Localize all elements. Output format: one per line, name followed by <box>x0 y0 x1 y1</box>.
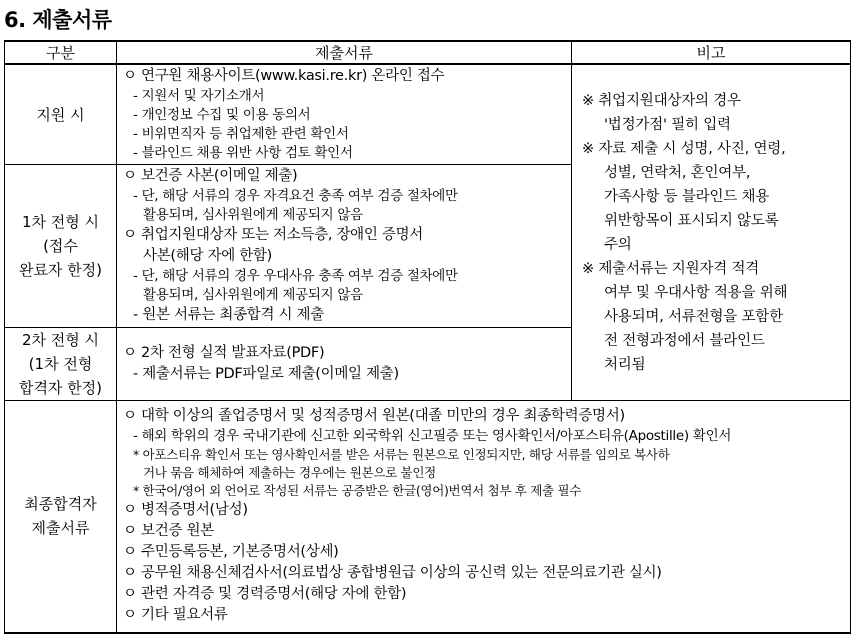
row-category <box>5 328 117 401</box>
list-item: - 단, 해당 서류의 경우 자격요건 충족 여부 검증 절차에만 <box>133 188 458 204</box>
documents-table <box>4 40 851 634</box>
list-item: - 단, 해당 서류의 경우 우대사유 충족 여부 검증 절차에만 <box>133 268 458 284</box>
category-label: (접수 <box>43 237 78 255</box>
header-documents: 제출서류 <box>117 41 572 64</box>
list-item: ㅇ 병적증명서(남성) <box>123 502 248 519</box>
remarks-cell <box>572 64 851 401</box>
list-item: ㅇ 공무원 채용신체검사서(의료법상 종합병원급 이상의 공신력 있는 전문의료기관 실시) <box>123 565 662 582</box>
list-item: ㅇ 취업지원대상자 또는 저소득층, 장애인 증명서 <box>123 227 423 243</box>
table-header-row <box>5 41 851 64</box>
row-category <box>5 165 117 328</box>
category-label: 완료자 한정) <box>18 261 103 279</box>
category-label: 제출서류 <box>31 519 90 538</box>
category-label: 합격자 한정) <box>18 379 103 397</box>
row-documents <box>117 64 572 165</box>
note-line: 가족사항 등 블라인드 채용 <box>604 188 770 205</box>
row-documents <box>117 165 572 328</box>
list-item: 거나 묶음 해체하여 제출하는 경우에는 원본으로 불인정 <box>143 465 436 481</box>
list-item: 활용되며, 심사위원에게 제공되지 않음 <box>143 207 363 223</box>
list-item: - 비위면직자 등 취업제한 관련 확인서 <box>133 126 349 142</box>
note-line: 사용되며, 서류전형을 포함한 <box>604 308 783 325</box>
list-item: - 해외 학위의 경우 국내기관에 신고한 외국학위 신고필증 또는 영사확인서/아포스티유(Apostille) 확인서 <box>133 428 732 445</box>
note-line: '법정가점' 필히 입력 <box>604 116 731 133</box>
category-label: 2차 전형 시 <box>21 331 100 349</box>
note-line: ※ 취업지원대상자의 경우 <box>582 92 741 109</box>
list-item: - 제출서류는 PDF파일로 제출(이메일 제출) <box>133 366 399 382</box>
category-label: (1차 전형 <box>28 355 93 373</box>
header-remarks: 비고 <box>572 41 851 64</box>
list-item: ㅇ 보건증 원본 <box>123 523 214 540</box>
row-category <box>5 64 117 165</box>
list-item: ㅇ 대학 이상의 졸업증명서 및 성적증명서 원본(대졸 미만의 경우 최종학력증명서) <box>123 408 625 425</box>
note-line: 처리됨 <box>604 356 646 373</box>
list-item: ㅇ 관련 자격증 및 경력증명서(해당 자에 한함) <box>123 586 407 603</box>
note-line: ※ 제출서류는 지원자격 적격 <box>582 260 760 277</box>
row-documents <box>117 328 572 401</box>
category-label: 최종합격자 <box>24 495 97 514</box>
list-item: - 블라인드 채용 위반 사항 검토 확인서 <box>133 145 353 161</box>
list-item: * 아포스티유 확인서 또는 영사확인서를 받은 서류는 원본으로 인정되지만, 해당 서류를 임의로 복사하 <box>133 447 670 463</box>
note-line: 여부 및 우대사항 적용을 위해 <box>604 284 788 301</box>
category-label: 지원 시 <box>36 105 85 124</box>
note-line: ※ 자료 제출 시 성명, 사진, 연령, <box>582 140 786 157</box>
note-line: 성별, 연락처, 혼인여부, <box>604 164 751 181</box>
note-line: 주의 <box>604 236 632 253</box>
list-item: - 지원서 및 자기소개서 <box>133 88 265 104</box>
table-row <box>5 401 851 633</box>
list-item: ㅇ 기타 필요서류 <box>123 607 228 624</box>
list-item: ㅇ 주민등록등본, 기본증명서(상세) <box>123 544 339 561</box>
note-line: 위반항목이 표시되지 않도록 <box>604 212 779 229</box>
list-item: 활용되며, 심사위원에게 제공되지 않음 <box>143 287 363 303</box>
row-documents <box>117 401 851 633</box>
list-item: - 개인정보 수집 및 이용 동의서 <box>133 107 311 123</box>
section-title: 6. 제출서류 <box>4 8 112 32</box>
table-row <box>5 64 851 165</box>
note-line: 전 전형과정에서 블라인드 <box>604 332 765 349</box>
list-item: ㅇ 2차 전형 실적 발표자료(PDF) <box>123 345 325 361</box>
row-category <box>5 401 117 633</box>
list-item: ㅇ 보건증 사본(이메일 제출) <box>123 168 298 184</box>
list-item: ㅇ 연구원 채용사이트(www.kasi.re.kr) 온라인 접수 <box>123 68 445 84</box>
category-label: 1차 전형 시 <box>21 213 100 231</box>
list-item: - 원본 서류는 최종합격 시 제출 <box>133 307 324 323</box>
list-item: * 한국어/영어 외 언어로 작성된 서류는 공증받은 한글(영어)번역서 첨부 후 제출 필수 <box>133 483 581 499</box>
list-item: 사본(해당 자에 한함) <box>143 248 272 264</box>
header-category: 구분 <box>5 41 117 64</box>
